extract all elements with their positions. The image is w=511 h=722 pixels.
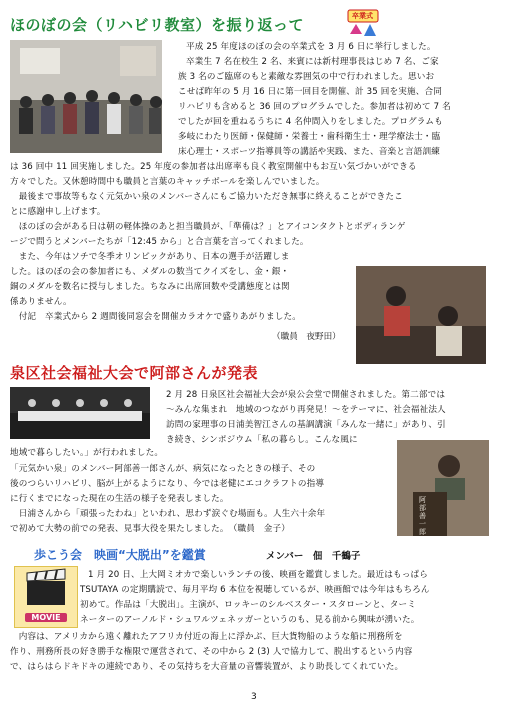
- text-line: 「元気かい泉」のメンバー阿部善一郎さんが、病気になったときの様子、その: [10, 464, 316, 474]
- text-line: ネーターのアーノルド・シュワルツェネッガーというのも、見る前から興味が湧いた。: [80, 615, 420, 625]
- text-line: で、はらはらドキドキの連続であり、その気持ちを大音量の音響装置が、より助長してくれていた。: [10, 662, 404, 672]
- text-line: 付記 卒業式から 2 週間後同窓会を開催カラオケで盛りあがりました。: [10, 312, 302, 322]
- text-line: した。ほのぼの会の参加者にも、メダルの数当てクイズをし、金・銀・: [10, 267, 290, 277]
- section1-right-paragraph: [178, 40, 451, 160]
- speaker-photo: [397, 440, 489, 536]
- text-line: ～みんな集まれ 地域のつながり再発見！～をテーマに、社会福祉法人: [166, 405, 446, 415]
- section3-right-paragraph: [80, 568, 430, 628]
- text-line: 内容は、アメリカから遠く離れたアフリカ付近の海上に浮かぶ、巨大貨物船のような船に刑務所を: [10, 632, 403, 642]
- text-line: 平成 25 年度ほのぼの会の卒業式を 3 月 6 日に挙行しました。: [186, 42, 436, 52]
- text-line: 銅のメダルを数名に授与しました。ちなみに出席回数や受講態度とは関: [10, 282, 290, 292]
- text-line: で初めて大勢の前での発表、見事大役を果たしました。 （職員 金子）: [10, 524, 290, 534]
- text-line: とに感謝申し上げます。: [10, 207, 106, 217]
- text-line: 卒業生 7 名在校生 2 名、来賓には新村理事長はじめ 7 名、ご家: [186, 57, 439, 67]
- section1-full-paragraph: [10, 160, 417, 250]
- page-number: 3: [251, 692, 257, 702]
- text-line: 1 月 20 日、上大岡ミオカで楽しいランチの後、映画を鑑賞しました。最近はもっぱら: [88, 570, 429, 580]
- section2-full-paragraph: [10, 446, 163, 461]
- text-line: 日浦さんから「頑張ったわね」といわれ、思わず涙ぐむ場面も。人生六十余年: [10, 509, 326, 519]
- group-photo: [10, 40, 162, 153]
- text-line: 初めて。作品は「大脱出」。主演が、ロッキーのシルベスター・スタローンと、ターミ: [80, 600, 416, 610]
- text-line: 2 月 28 日泉区社会福祉大会が泉公会堂で開催されました。第二部では: [166, 390, 446, 400]
- section1-title: ほのぼの会（リハビリ教室）を振り返って: [10, 16, 305, 34]
- section1-left-paragraph: [10, 250, 301, 325]
- movie-clapperboard-icon: [14, 566, 78, 628]
- text-line: 多岐にわたり医師・保健師・栄養士・歯科衛生士・理学療法士・臨: [178, 132, 441, 142]
- text-line: は 36 回中 11 回実施しました。25 年度の参加者は出席率も良く教室開催中もお互い気づかいができる: [10, 162, 417, 172]
- section3-title: 歩こう会 映画“大脱出”を鑑賞: [34, 548, 206, 562]
- text-line: 方々でした。又休憩時間中も職員と言葉のキャッチボールを楽しんでいました。: [10, 177, 325, 187]
- text-line: き続き、シンポジウム「私の暮らし。こんな風に: [166, 435, 358, 445]
- text-line: に行くまでになった現在の生活の様子を発表しました。: [10, 494, 229, 504]
- section2-title: 泉区社会福祉大会で阿部さんが発表: [10, 364, 259, 382]
- podium-label: 阿部 善一郎: [419, 496, 426, 536]
- graduation-stamp-icon: [344, 8, 384, 40]
- text-line: でしたが回を重ねるうちに 4 名仲間入りをしました。プログラムも: [178, 117, 443, 127]
- section3-member: メンバー 佃 千鶴子: [266, 551, 361, 562]
- text-line: 訪問の家理事の日浦美智江さんの基調講演「みんな一緒に」があり、引: [166, 420, 446, 430]
- text-line: 床心理士・スポーツ指導員等の講話や実践、また、音楽と言語訓練: [178, 147, 440, 157]
- classroom-photo: [356, 266, 486, 364]
- section2-left-paragraph: [10, 462, 325, 537]
- text-line: また、今年はソチで冬季オリンピックがあり、日本の選手が活躍しま: [10, 252, 290, 262]
- text-line: 最後まで事故等もなく元気かい泉のメンバーさんにもご協力いただき無事に終えることができたこ: [10, 192, 403, 202]
- text-line: ほのぼの会がある日は朝の軽体操のあと担当職員が、「準備は？」とアイコンタクトとボディランゲ: [10, 222, 406, 232]
- text-line: 族 3 名のご臨席のもと素敵な雰囲気の中で行われました。思いお: [178, 72, 435, 82]
- movie-label: MOVIE: [25, 613, 67, 622]
- section1-signature: （職員 夜野田）: [272, 332, 341, 342]
- text-line: ージで問うとメンバーたちが「12:45 から」と合言葉を言ってくれました。: [10, 237, 309, 247]
- text-line: リハビリも含めると 36 回のプログラムでした。参加者は初めて 7 名: [178, 102, 451, 112]
- text-line: 係ありません。: [10, 297, 72, 307]
- text-line: 地域で暮らしたい。」が行われました。: [10, 448, 164, 458]
- section3-full-paragraph: [10, 630, 413, 675]
- symposium-stage-photo: [10, 387, 150, 439]
- text-line: 後のつらいリハビリ、脳が上がるようになり、今では老健にエコクラフトの指導: [10, 479, 325, 489]
- text-line: 作り、刑務所長の好き勝手な権限で運営されて、その中から 2 (3) 人で協力して、脱出するという内容: [10, 647, 413, 657]
- text-line: こせば昨年の 5 月 16 日に第一回目を開催、計 35 回を実施、合同: [178, 87, 442, 97]
- stamp-text: 卒業式: [352, 12, 373, 20]
- section2-right-paragraph: [166, 388, 446, 448]
- text-line: TSUTAYA の定期購読で、毎月平均 6 本位を視聴しているが、映画館では今年はもちろん: [80, 585, 430, 595]
